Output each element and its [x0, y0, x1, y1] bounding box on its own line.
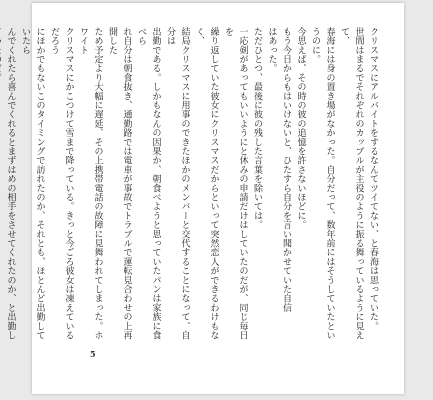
text-line: 繰り返していた彼女にクリスマスだからといって突然恋人ができるわけもなく、 — [194, 27, 219, 340]
text-line: 一応剣があってもいいようにと休みの申請だけはしていたのだが、同じ毎日を — [223, 27, 248, 340]
text-line: んでくれたら喜んでくれるとまずはめの相手をさせてくれたのか、と出勤し — [5, 27, 16, 340]
text-line: クリスマスにアルバイトをするなんてツイてない、と春海は思っていた。 — [368, 27, 378, 331]
text-line: にほかでもないこのタイミングで訪れたのか、それとも、ほとんど出勤していたら — [20, 27, 45, 340]
text-line: 出勤である。しかもなんの因果か、朝食べようと思っていたパンは家族に食べら — [136, 27, 161, 340]
text-line: ただひとつ、最後に彼の残した言葉を除いては。 — [252, 27, 262, 230]
vertical-text-block — [5, 27, 380, 343]
text-line: はあった。 — [266, 27, 277, 73]
text-line: 世間はまるでそれぞれのカップルが主役のように振る舞っているように見えて、 — [339, 27, 364, 340]
book-page — [5, 3, 404, 394]
text-line: 春海には身の置き場がなかった。自分だって、数年前にはそうしていたというのに。 — [310, 27, 335, 340]
text-line: クリスマスにかこつけて雪まで降っている。きっと今ごろ彼女は凍えているだろう — [49, 27, 74, 340]
page-number: 5 — [90, 349, 96, 359]
text-line: ため予定より大幅に遅延、その上携帯電話の故障に見舞われてしまった。ホワイト — [78, 27, 103, 340]
text-line: 結局クリスマスに用事のできたほかのメンバーと交代することになって、自分は — [165, 27, 190, 340]
text-line: 今思えば、その時の彼の追憶を許さないほどに。 — [295, 27, 306, 230]
text-line: もう今日からもはいけないと、ひたすら自分を言い聞かせていた自信 — [281, 27, 291, 313]
text-line: れ自分は朝食抜き、通勤路では電車が事故でトラブルで運転見合わせの上再開した — [107, 27, 132, 340]
